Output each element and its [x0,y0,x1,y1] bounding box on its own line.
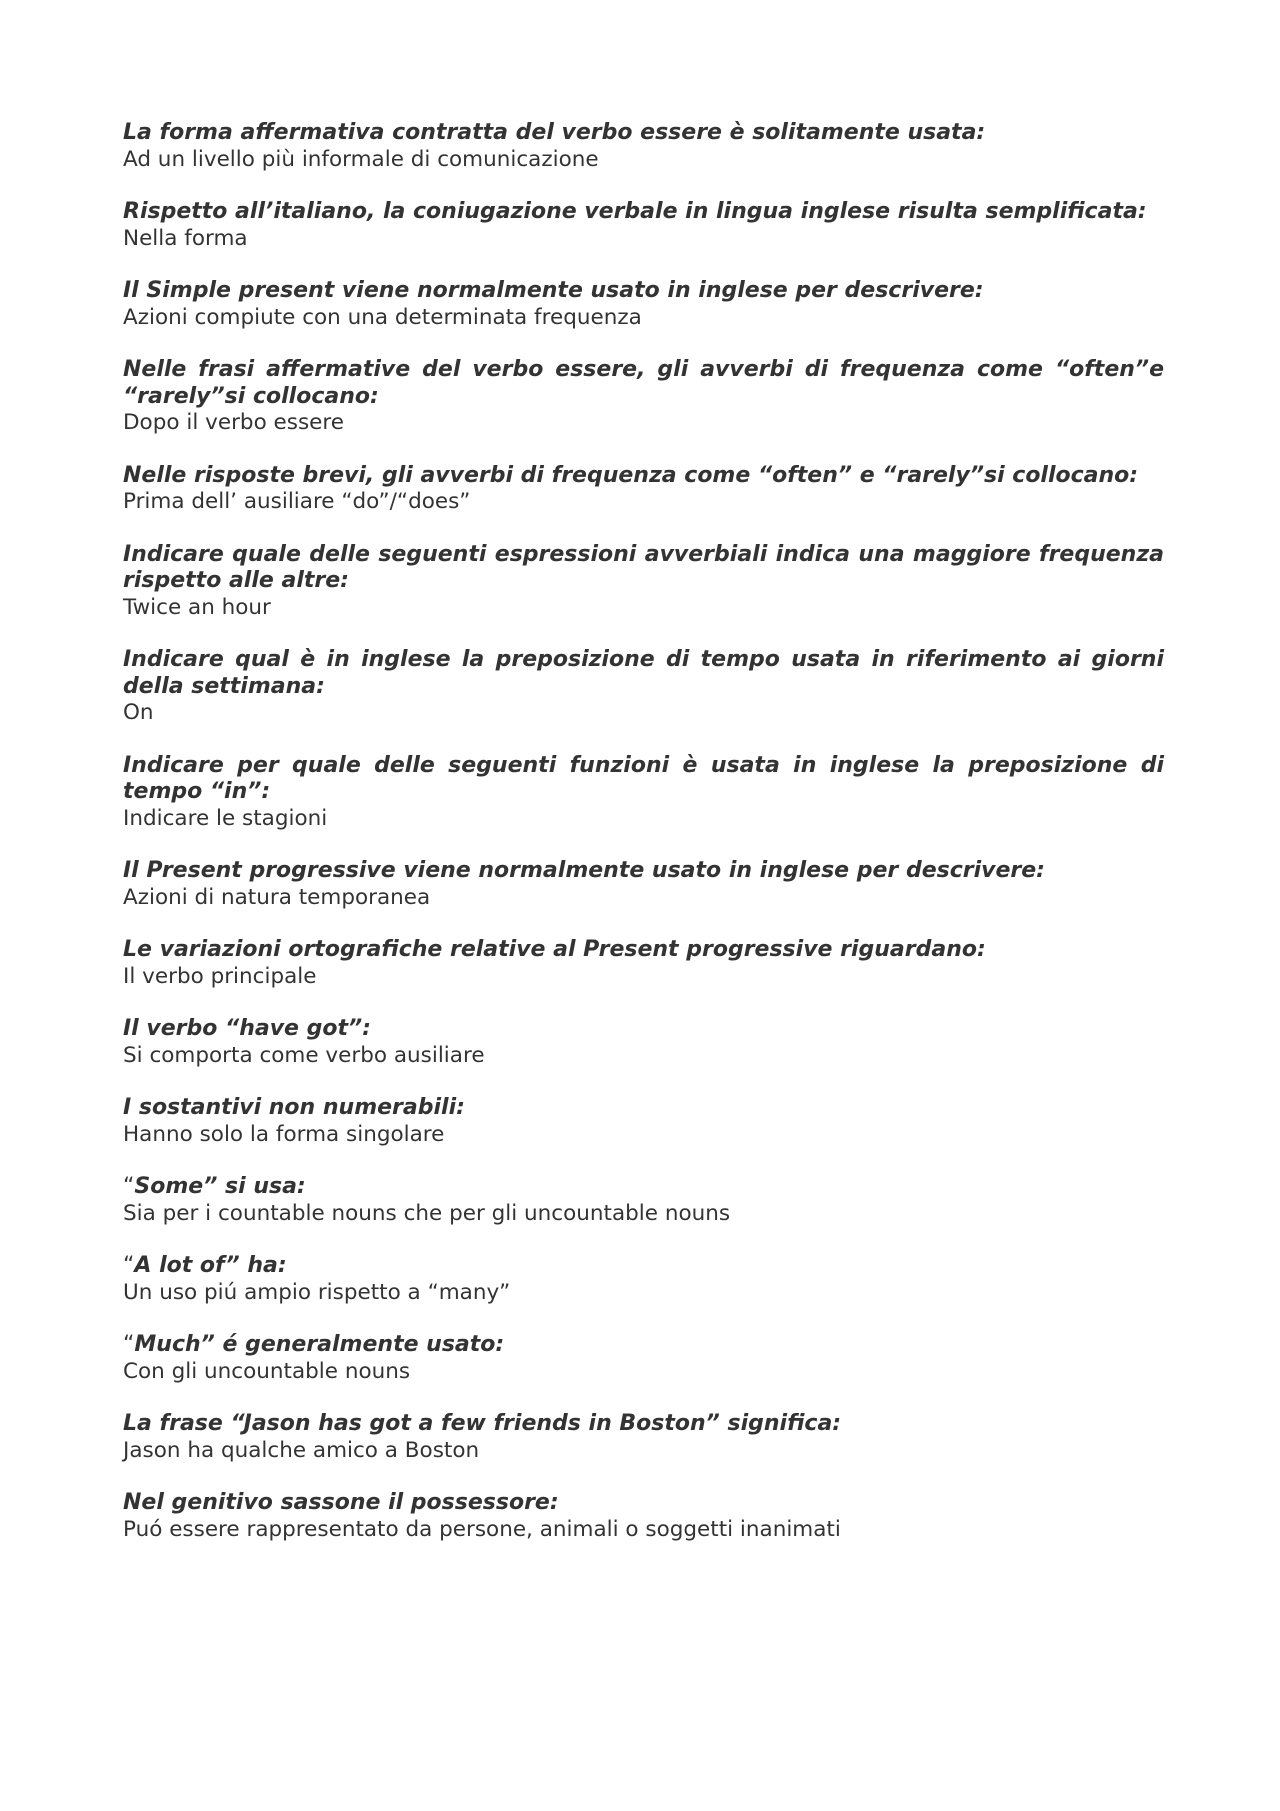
answer-text: Dopo il verbo essere [123,410,345,435]
question-text: Indicare quale delle seguenti espressioni avverbiali indica una maggiore frequenza rispetto alle altre: [123,541,1164,593]
question-text: I sostantivi non numerabili: [123,1095,465,1120]
question-text: Nel genitivo sassone il possessore: [123,1490,559,1515]
question-text: Le variazioni ortografiche relative al Present progressive riguardano: [123,937,986,962]
qa-item [123,753,1164,833]
question-text: Nelle frasi affermative del verbo essere, gli avverbi di frequenza come “often”e “rarely”si collocano: [123,357,1164,409]
qa-item [123,647,1164,727]
qa-item [123,357,1164,437]
answer-text: Prima dell’ ausiliare “do”/“does” [123,489,471,514]
qa-item [123,858,1164,911]
qa-item [123,1253,1164,1306]
qa-item [123,1411,1164,1464]
question-text: “Much” é generalmente usato: [123,1332,505,1357]
question-text: Nelle risposte brevi, gli avverbi di frequenza come “often” e “rarely”si collocano: [123,462,1139,488]
answer-text: Indicare le stagioni [123,805,328,831]
question-text: Il Present progressive viene normalmente usato in inglese per descrivere: [123,858,1045,883]
document-page [123,120,1164,1569]
answer-text: Nella forma [123,225,248,251]
answer-text: On [123,700,154,725]
answer-text: Ad un livello più informale di comunicazione [123,146,599,172]
question-text: Indicare per quale delle seguenti funzioni è usata in inglese la preposizione di tempo “in”: [123,752,1164,804]
qa-item [123,1174,1164,1227]
qa-item [123,463,1164,516]
answer-text: Azioni compiute con una determinata frequenza [123,304,642,330]
answer-text: Twice an hour [123,594,271,620]
answer-text: Il verbo principale [123,963,317,989]
answer-text: Azioni di natura temporanea [123,884,431,910]
question-text: Rispetto all’italiano, la coniugazione verbale in lingua inglese risulta semplificata: [123,199,1147,224]
question-text: Il Simple present viene normalmente usato in inglese per descrivere: [123,278,984,303]
qa-item [123,937,1164,990]
qa-item [123,542,1164,622]
qa-item [123,1332,1164,1385]
qa-item [123,1016,1164,1069]
answer-text: Un uso piú ampio rispetto a “many” [123,1279,511,1305]
answer-text: Puó essere rappresentato da persone, animali o soggetti inanimati [123,1516,841,1542]
question-text: La frase “Jason has got a few friends in Boston” significa: [123,1411,842,1436]
answer-text: Con gli uncountable nouns [123,1358,411,1384]
question-text: Indicare qual è in inglese la preposizione di tempo usata in riferimento ai giorni della settimana: [123,647,1164,699]
open-quote: “ [123,1253,135,1278]
answer-text: Jason ha qualche amico a Boston [123,1437,480,1463]
question-text: Il verbo “have got”: [123,1016,371,1041]
question-text: La forma affermativa contratta del verbo essere è solitamente usata: [123,120,986,145]
question-text: “Some” si usa: [123,1174,306,1199]
qa-item [123,120,1164,173]
qa-item [123,278,1164,331]
qa-item [123,1490,1164,1543]
qa-item [123,1095,1164,1148]
answer-text: Si comporta come verbo ausiliare [123,1042,485,1068]
open-quote: “ [123,1174,135,1199]
question-text: “A lot of” ha: [123,1253,287,1278]
qa-item [123,199,1164,252]
open-quote: “ [123,1332,135,1357]
answer-text: Hanno solo la forma singolare [123,1121,445,1147]
answer-text: Sia per i countable nouns che per gli uncountable nouns [123,1200,731,1226]
